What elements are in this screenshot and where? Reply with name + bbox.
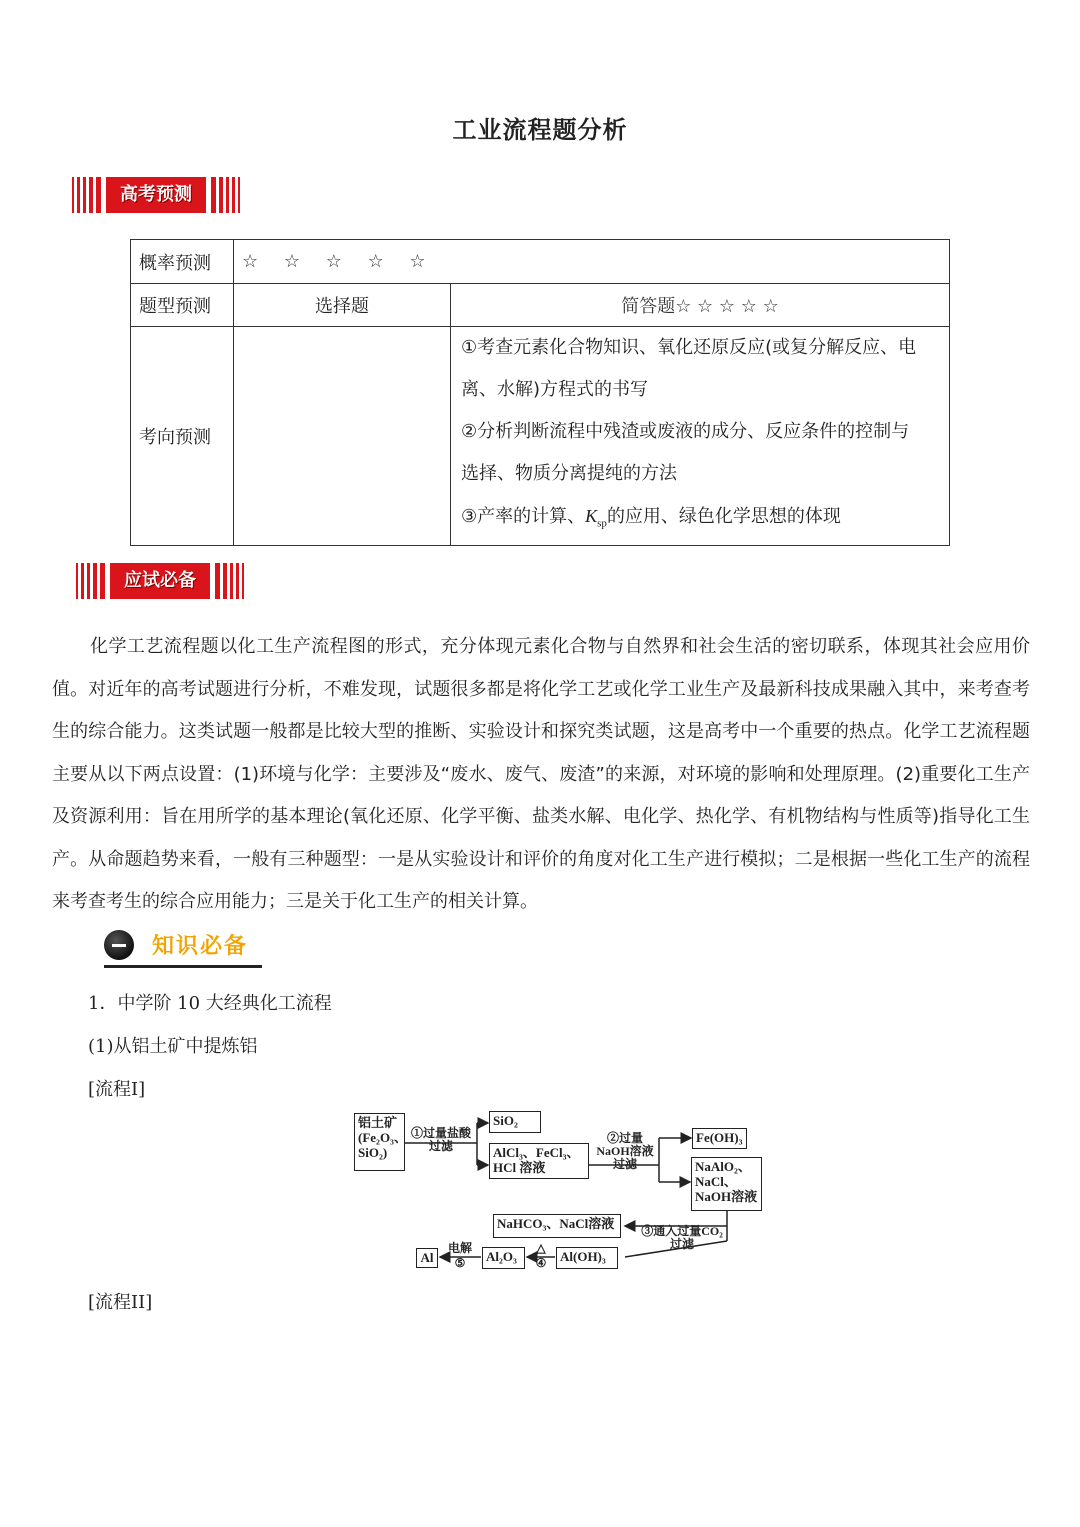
trend-line: ①考查元素化合物知识、氧化还原反应(或复分解反应、电 [461,337,917,358]
page-title: 工业流程题分析 [452,116,628,144]
table-cell-label: 题型预测 [131,284,234,327]
step-text: ⑤ [454,1256,466,1270]
item-heading: 1．中学阶 10 大经典化工流程 [88,993,332,1014]
box-text: AlCl₃、FeCl₃、 [493,1145,580,1160]
box-text: NaCl、 [695,1174,737,1189]
step-text: ③通入过量CO₂ [641,1224,723,1238]
box-nahco3: NaHCO₃、NaCl溶液 [493,1214,621,1238]
knowledge-heading-text: 知识必备 [152,934,249,959]
box-al: Al [416,1248,438,1268]
box-text: NaAlO₂、 [695,1159,751,1174]
step-text: ②过量 [606,1131,643,1145]
step4-label [529,1242,553,1270]
flow-label: [流程I] [88,1079,146,1100]
step-text: 过滤 [612,1157,637,1171]
box-solution1 [489,1143,589,1179]
ksp-subscript: sp [597,517,607,530]
stars-rating: ☆ ☆ ☆ ☆ ☆ [242,251,436,272]
table-cell-choice: 选择题 [234,284,451,327]
trend-line: ②分析判断流程中残渣或废液的成分、反应条件的控制与 [461,421,910,442]
step-text: 过滤 [669,1237,694,1251]
box-al2o3: Al₂O₃ [482,1247,525,1269]
step-text: NaOH溶液 [596,1144,654,1158]
intro-text: 化学工艺流程题以化工生产流程图的形式，充分体现元素化合物与自然界和社会生活的密切联系，体现其社会应用价值。对近年的高考试题进行分析，不难发现，试题很多都是将化学工艺或化学工业生产及最新科技成果融入其中，来考查考生的综合能力。这类试题一般都是比较大型的推断、实验设计和探究类试题，这是高考中一个重要的热点。化学工艺流程题主要从以下两点设置：(1)环境与化学：主要涉及“废水、废气、废渣”的来源，对环境的影响和处理原理。(2)重要化工生产及资源利用：旨在用所学的基本理论(氧化还原、化学平衡、盐类水解、电化学、热化学、有机物结构与性质等)指导化工生产。从命题趋势来看，一般有三种题型：一是从实验设计和评价的角度对化工生产进行模拟；二是根据一些化工生产的流程来考查考生的综合应用能力；三是关于化工生产的相关计算。 [52,636,1030,912]
trend-line: 离、水解)方程式的书写 [461,379,649,400]
step-text: ④ [535,1256,547,1270]
box-feoh3: Fe(OH)₃ [692,1128,747,1149]
step3-label [638,1225,726,1251]
banner-label: 高考预测 [106,177,206,213]
step-text: △ [536,1241,546,1255]
box-text: HCl 溶液 [493,1160,546,1175]
trend-line: 选择、物质分离提纯的方法 [461,463,677,484]
table-cell-label: 考向预测 [131,327,234,546]
step5-label [442,1242,478,1270]
banner-label: 应试必备 [110,563,210,599]
box-sio2: SiO₂ [489,1111,541,1133]
box-text: (Fe₂O₃、 [358,1130,407,1145]
step2-label [592,1132,658,1171]
step-text: ①过量盐酸 [410,1126,471,1140]
table-cell-label: 概率预测 [131,240,234,284]
box-text: 铝土矿 [358,1115,398,1130]
box-text: SiO₂) [358,1145,388,1160]
box-solution2 [691,1157,762,1211]
box-bauxite [354,1113,405,1171]
box-text: NaOH溶液 [695,1189,758,1204]
step1-label [407,1127,475,1153]
item-subheading: (1)从铝土矿中提炼铝 [88,1036,258,1057]
short-answer-stars: 简答题☆ ☆ ☆ ☆ ☆ [621,296,779,317]
step-text: 过滤 [428,1139,453,1153]
step-text: 电解 [447,1241,472,1255]
ksp-symbol: K [585,506,598,526]
trend-text: 的应用、绿色化学思想的体现 [606,506,841,527]
box-aloh3: Al(OH)₃ [556,1247,618,1269]
trend-text: ③产率的计算、 [461,506,586,527]
flow-label: [流程II] [88,1292,153,1313]
